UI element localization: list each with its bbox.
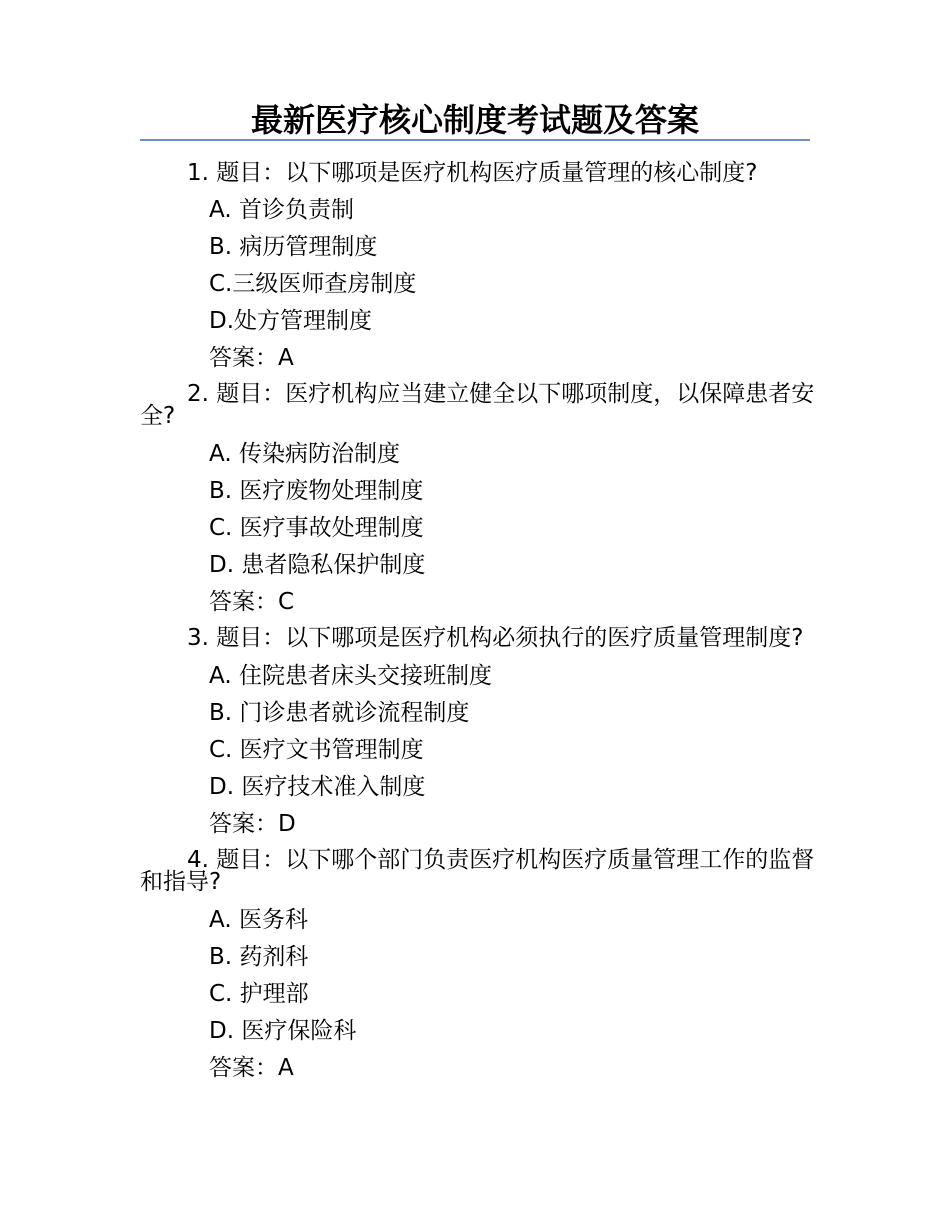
question-text: 4. 题目：以下哪个部门负责医疗机构医疗质量管理工作的监督和指导? (140, 847, 815, 895)
question-list (140, 155, 815, 1087)
question-4 (140, 843, 815, 1087)
option-a: A. 传染病防治制度 (209, 441, 400, 467)
option-d: D. 医疗技术准入制度 (209, 774, 426, 800)
question-2 (140, 377, 815, 621)
title-underline (140, 139, 810, 141)
option-c: C.三级医师查房制度 (209, 271, 417, 297)
answer: 答案：A (209, 345, 294, 371)
option-d: D.处方管理制度 (209, 308, 373, 334)
option-b: B. 医疗废物处理制度 (209, 478, 424, 504)
option-a: A. 住院患者床头交接班制度 (209, 663, 492, 689)
question-text: 3. 题目：以下哪项是医疗机构必须执行的医疗质量管理制度? (187, 625, 804, 651)
answer: 答案：C (209, 589, 295, 615)
option-b: B. 药剂科 (209, 944, 309, 970)
question-text: 2. 题目：医疗机构应当建立健全以下哪项制度，以保障患者安全? (140, 381, 815, 429)
question-text: 1. 题目：以下哪项是医疗机构医疗质量管理的核心制度? (187, 160, 758, 186)
option-a: A. 医务科 (209, 907, 308, 933)
question-1 (140, 155, 815, 377)
option-d: D. 医疗保险科 (209, 1018, 357, 1044)
answer: 答案：D (209, 811, 296, 837)
option-b: B. 病历管理制度 (209, 234, 378, 260)
option-c: C. 护理部 (209, 981, 309, 1007)
option-c: C. 医疗事故处理制度 (209, 515, 424, 541)
document-title: 最新医疗核心制度考试题及答案 (250, 101, 699, 139)
option-a: A. 首诊负责制 (209, 197, 354, 223)
option-b: B. 门诊患者就诊流程制度 (209, 700, 470, 726)
option-c: C. 医疗文书管理制度 (209, 737, 424, 763)
question-3 (140, 621, 815, 843)
option-d: D. 患者隐私保护制度 (209, 552, 426, 578)
answer: 答案：A (209, 1055, 294, 1081)
